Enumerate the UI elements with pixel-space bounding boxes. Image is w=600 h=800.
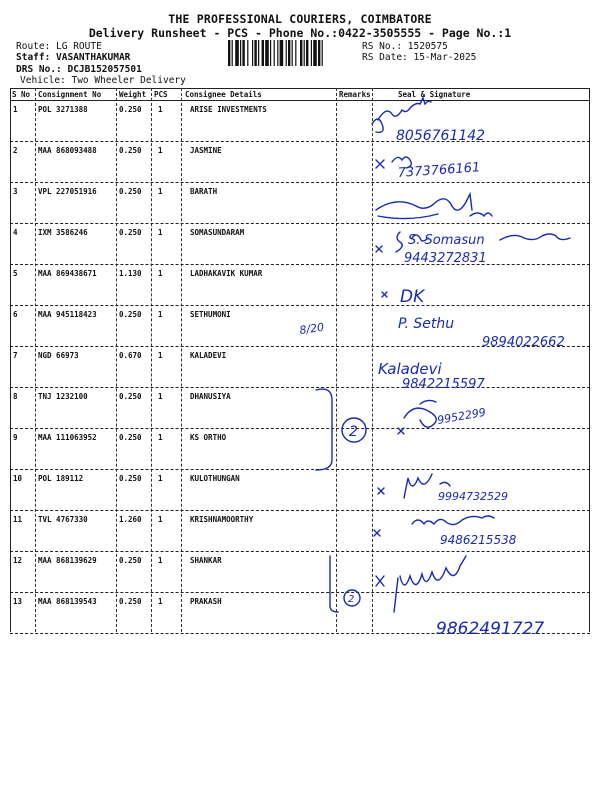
barcode-bar <box>262 40 264 66</box>
rs-date: RS Date: 15-Mar-2025 <box>362 52 477 63</box>
barcode-bar <box>270 40 271 66</box>
row-consignee: SHANKAR <box>190 556 222 565</box>
row-consignment-no: MAA 869438671 <box>38 269 97 278</box>
row-weight: 1.260 <box>119 515 142 524</box>
col-header-consignment: Consignment No <box>38 90 102 99</box>
company-title: THE PROFESSIONAL COURIERS, COIMBATORE <box>168 12 432 26</box>
row-sno: 11 <box>13 515 23 524</box>
row-pcs: 1 <box>158 474 163 483</box>
row-weight: 0.250 <box>119 556 142 565</box>
barcode-bar <box>228 40 230 66</box>
row-consignee: JASMINE <box>190 146 222 155</box>
row-consignment-no: VPL 227051916 <box>38 187 97 196</box>
row-pcs: 1 <box>158 146 163 155</box>
barcode-bar <box>254 40 256 66</box>
row-pcs: 1 <box>158 392 163 401</box>
signature-phone: 9486215538 <box>440 533 517 547</box>
row-pcs: 1 <box>158 433 163 442</box>
barcode-bar <box>265 40 269 66</box>
col-header-sno: S No <box>12 90 31 99</box>
row-pcs: 1 <box>158 228 163 237</box>
row-pcs: 1 <box>158 105 163 114</box>
row-sno: 6 <box>13 310 18 319</box>
row-weight: 0.250 <box>119 187 142 196</box>
row-sno: 2 <box>13 146 18 155</box>
vehicle-label: Vehicle: Two Wheeler Delivery <box>20 75 186 86</box>
row-divider <box>10 141 590 142</box>
row-weight: 1.130 <box>119 269 142 278</box>
row-weight: 0.250 <box>119 310 142 319</box>
row-divider <box>10 305 590 306</box>
row-weight: 0.250 <box>119 228 142 237</box>
barcode-bar <box>240 40 241 66</box>
row-sno: 3 <box>13 187 18 196</box>
row-consignment-no: NGD 66973 <box>38 351 79 360</box>
col-header-pcs: PCS <box>154 90 168 99</box>
signature-name: Kaladevi <box>378 360 442 378</box>
row-pcs: 1 <box>158 556 163 565</box>
row-sno: 4 <box>13 228 18 237</box>
barcode-bar <box>232 40 233 66</box>
circle-mark-label: 2 <box>348 594 355 605</box>
row-consignment-no: MAA 868093488 <box>38 146 97 155</box>
barcode-bar <box>274 40 275 66</box>
signature-phone: 9842215597 <box>402 377 485 392</box>
row-sno: 9 <box>13 433 18 442</box>
row-consignment-no: MAA 111063952 <box>38 433 97 442</box>
row-consignment-no: IXM 3586246 <box>38 228 88 237</box>
row-divider <box>10 633 590 634</box>
col-header-signature: Seal & Signature <box>398 90 471 99</box>
row-weight: 0.250 <box>119 392 142 401</box>
rs-number: RS No.: 1520575 <box>362 41 448 52</box>
row-pcs: 1 <box>158 269 163 278</box>
row-weight: 0.250 <box>119 474 142 483</box>
circle-mark-label: 2 <box>349 424 358 440</box>
row-pcs: 1 <box>158 310 163 319</box>
col-header-consignee: Consignee Details <box>185 90 262 99</box>
row-divider <box>10 223 590 224</box>
row-consignment-no: MAA 868139543 <box>38 597 97 606</box>
row-weight: 0.250 <box>119 433 142 442</box>
signature-name: S. Somasun <box>408 233 485 248</box>
row-divider <box>10 387 590 388</box>
col-header-weight: Weight <box>119 90 147 99</box>
signature-phone: 9994732529 <box>438 490 508 503</box>
barcode-bar <box>258 40 259 66</box>
barcode-bar <box>288 40 290 66</box>
signature-phone: 8056761142 <box>396 128 486 144</box>
row-sno: 13 <box>13 597 23 606</box>
barcode-bar <box>306 40 308 66</box>
row-sno: 1 <box>13 105 18 114</box>
row-divider <box>10 469 590 470</box>
barcode-bar <box>235 40 239 66</box>
row-pcs: 1 <box>158 187 163 196</box>
route-label: Route: LG ROUTE <box>16 41 102 52</box>
row-pcs: 1 <box>158 515 163 524</box>
barcode-bar <box>322 40 323 66</box>
barcode-bar <box>247 40 248 66</box>
row-consignment-no: MAA 945118423 <box>38 310 97 319</box>
row-consignment-no: TVL 4767330 <box>38 515 88 524</box>
row-consignee: PRAKASH <box>190 597 222 606</box>
row-sno: 7 <box>13 351 18 360</box>
signature-name: P. Sethu <box>398 316 455 332</box>
row-consignee: KULOTHUNGAN <box>190 474 240 483</box>
row-weight: 0.250 <box>119 105 142 114</box>
barcode-bar <box>313 40 317 66</box>
row-consignee: DHANUSIYA <box>190 392 231 401</box>
row-divider <box>10 346 590 347</box>
row-divider <box>10 592 590 593</box>
row-consignee: KRISHNAMOORTHY <box>190 515 254 524</box>
row-consignment-no: POL 3271388 <box>38 105 88 114</box>
row-consignee: KS ORTHO <box>190 433 227 442</box>
barcode-bar <box>280 40 284 66</box>
row-consignee: SETHUMONI <box>190 310 231 319</box>
barcode-bar <box>286 40 287 66</box>
col-header-remarks: Remarks <box>339 90 371 99</box>
row-divider <box>10 264 590 265</box>
barcode-bar <box>304 40 305 66</box>
signature-initials: DK <box>400 287 425 307</box>
barcode <box>228 40 356 66</box>
row-divider <box>10 182 590 183</box>
barcode-bar <box>277 40 278 66</box>
row-sno: 5 <box>13 269 18 278</box>
row-pcs: 1 <box>158 351 163 360</box>
barcode-bar <box>292 40 293 66</box>
barcode-bar <box>318 40 320 66</box>
row-consignee: SOMASUNDARAM <box>190 228 245 237</box>
row-divider <box>10 428 590 429</box>
barcode-bar <box>242 40 244 66</box>
barcode-bar <box>300 40 302 66</box>
row-pcs: 1 <box>158 597 163 606</box>
row-weight: 0.250 <box>119 146 142 155</box>
row-consignment-no: TNJ 1232100 <box>38 392 88 401</box>
table-top-rule <box>10 88 590 89</box>
row-consignment-no: POL 189112 <box>38 474 84 483</box>
remark-note: 8/20 <box>298 320 325 337</box>
barcode-bar <box>295 40 296 66</box>
barcode-bar <box>311 40 312 66</box>
drs-label: DRS No.: DCJB152057501 <box>16 64 142 75</box>
row-consignee: BARATH <box>190 187 218 196</box>
row-consignee: KALADEVI <box>190 351 227 360</box>
row-sno: 12 <box>13 556 23 565</box>
header-rule <box>10 100 590 101</box>
row-divider <box>10 510 590 511</box>
signature-phone: 7373766161 <box>397 160 481 181</box>
row-weight: 0.250 <box>119 597 142 606</box>
runsheet-table <box>10 88 590 632</box>
signature-phone: 9952299 <box>436 405 487 427</box>
signature-phone: 9862491727 <box>436 619 545 639</box>
barcode-bar <box>252 40 253 66</box>
signature-phone: 9443272831 <box>404 251 487 266</box>
row-consignment-no: MAA 868139629 <box>38 556 97 565</box>
staff-label: Staff: VASANTHAKUMAR <box>16 52 131 63</box>
row-consignee: ARISE INVESTMENTS <box>190 105 267 114</box>
row-sno: 10 <box>13 474 23 483</box>
signature-phone: 9894022662 <box>482 335 565 350</box>
runsheet-subtitle: Delivery Runsheet - PCS - Phone No.:0422-3505555 - Page No.:1 <box>88 26 512 40</box>
row-sno: 8 <box>13 392 18 401</box>
row-consignee: LADHAKAVIK KUMAR <box>190 269 263 278</box>
row-divider <box>10 551 590 552</box>
row-weight: 0.670 <box>119 351 142 360</box>
